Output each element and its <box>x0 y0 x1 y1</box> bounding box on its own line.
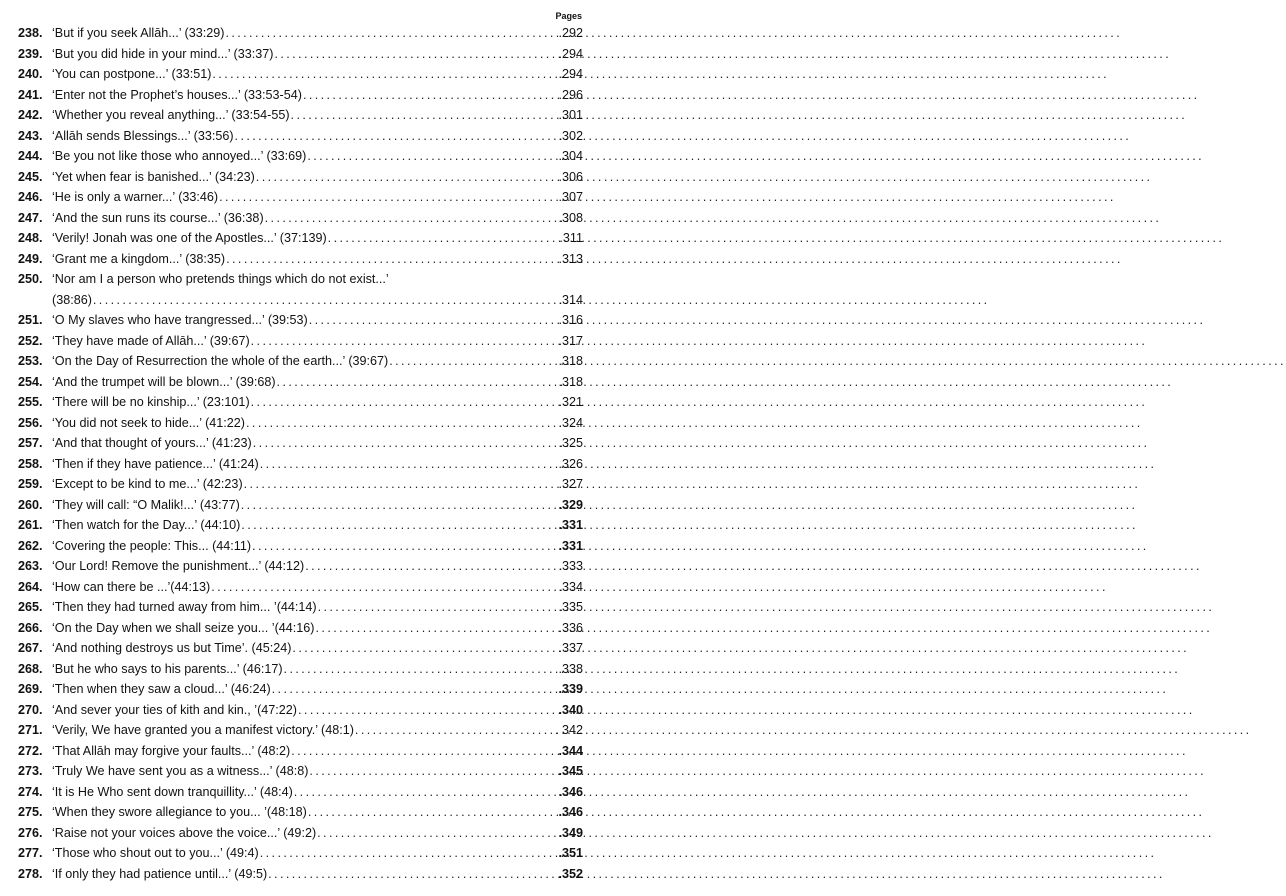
entry-title: ‘It is He Who sent down tranquillity...’ (48:4) <box>52 784 293 799</box>
entry-page-number: .318 <box>558 354 583 368</box>
entry-number: 254. <box>18 374 43 389</box>
entry-number: 262. <box>18 538 43 553</box>
entry-page-number: .316 <box>558 313 583 327</box>
entry-page-number: .336 <box>558 620 583 635</box>
toc-entry <box>18 351 583 372</box>
entry-title: ‘Nor am I a person who pretends things which do not exist...’ <box>52 272 389 286</box>
toc-entry <box>18 720 583 741</box>
entry-number: 272. <box>18 743 43 758</box>
entry-title: ‘Then when they saw a cloud...’ (46:24) <box>52 682 271 696</box>
dot-leader <box>309 310 558 331</box>
entry-title: ‘There will be no kinship...’ (23:101) <box>52 395 250 409</box>
entry-page-number: .324 <box>558 415 583 430</box>
dot-leader <box>292 638 557 659</box>
entry-number: 248. <box>18 231 43 245</box>
entry-number: 252. <box>18 333 43 348</box>
entry-number: 263. <box>18 559 43 573</box>
entry-number: 261. <box>18 518 43 532</box>
toc-entry <box>18 823 583 844</box>
toc-entry <box>18 515 583 536</box>
entry-page-number: .314 <box>558 292 583 307</box>
dot-leader <box>211 577 557 598</box>
dot-leader <box>291 741 557 762</box>
entry-page-number: .296 <box>558 87 583 102</box>
dot-leader <box>212 64 557 85</box>
dot-leader <box>274 44 557 65</box>
entry-page-number: .340 <box>558 702 583 717</box>
toc-entry <box>18 761 583 782</box>
entry-page-number: .338 <box>558 661 583 676</box>
table-of-contents <box>18 23 583 884</box>
dot-leader <box>241 495 558 516</box>
entry-number: 277. <box>18 846 43 860</box>
entry-page-number: .302 <box>558 128 583 143</box>
toc-entry <box>18 310 583 331</box>
toc-entry <box>18 208 583 229</box>
entry-page-number: .346 <box>558 784 583 799</box>
entry-title: ‘Be you not like those who annoyed...’ (33:69) <box>52 149 307 163</box>
dot-leader <box>244 474 558 495</box>
entry-page-number: .321 <box>558 395 583 409</box>
entry-page-number: .313 <box>558 251 583 266</box>
entry-number: 243. <box>18 128 43 143</box>
dot-leader <box>252 536 557 557</box>
entry-page-number: .339 <box>558 682 583 696</box>
entry-title: ‘Except to be kind to me...’ (42:23) <box>52 477 243 491</box>
dot-leader <box>246 413 557 434</box>
toc-entry <box>18 679 583 700</box>
dot-leader <box>268 864 557 885</box>
entry-title: (38:86) <box>52 292 92 307</box>
entry-number: 244. <box>18 149 43 163</box>
entry-title: ‘And the sun runs its course...’ (36:38) <box>52 210 264 225</box>
toc-page <box>0 0 600 896</box>
entry-title: ‘Truly We have sent you as a witness...’ (48:8) <box>52 764 309 778</box>
toc-entry <box>18 228 583 249</box>
entry-title: ‘Enter not the Prophet’s houses...’ (33:53-54) <box>52 87 302 102</box>
entry-page-number: .329 <box>558 497 583 512</box>
entry-title: ‘Verily! Jonah was one of the Apostles...’ (37:139) <box>52 231 327 245</box>
entry-number: 267. <box>18 641 43 655</box>
toc-entry <box>18 659 583 680</box>
entry-title: ‘Covering the people: This... (44:11) <box>52 538 252 553</box>
entry-title: ‘Whether you reveal anything...’ (33:54-55) <box>52 108 290 122</box>
toc-entry <box>18 700 583 721</box>
entry-number: 240. <box>18 67 43 81</box>
entry-title: ‘Then they had turned away from him... ’(44:14) <box>52 600 317 614</box>
toc-entry <box>18 249 583 270</box>
entry-page-number: .344 <box>558 743 583 758</box>
entry-title: ‘You did not seek to hide...’ (41:22) <box>52 415 246 430</box>
entry-number: 266. <box>18 620 43 635</box>
entry-page-number: .326 <box>558 456 583 471</box>
dot-leader <box>318 597 558 618</box>
entry-page-number: .292 <box>558 26 583 40</box>
toc-entry <box>18 331 583 352</box>
entry-title: ‘Raise not your voices above the voice...’ (49:2) <box>52 825 317 840</box>
entry-number: 238. <box>18 26 43 40</box>
toc-entry <box>18 618 583 639</box>
toc-entry <box>18 638 583 659</box>
entry-page-number: .352 <box>558 866 583 881</box>
dot-leader <box>355 720 554 741</box>
entry-number: 268. <box>18 661 43 676</box>
entry-page-number: .327 <box>558 477 583 491</box>
entry-number: 274. <box>18 784 43 799</box>
toc-entry <box>18 105 583 126</box>
toc-entry <box>18 556 583 577</box>
entry-page-number: .304 <box>558 149 583 163</box>
entry-page-number: .307 <box>558 190 583 204</box>
entry-title: ‘Our Lord! Remove the punishment...’ (44:12) <box>52 559 305 573</box>
entry-number: 259. <box>18 477 43 491</box>
entry-page-number: .331 <box>558 538 583 553</box>
entry-number: 251. <box>18 313 43 327</box>
entry-title: ‘They will call: “O Malik!...’ (43:77) <box>52 497 240 512</box>
dot-leader <box>219 187 557 208</box>
toc-entry <box>18 64 583 85</box>
dot-leader <box>303 85 558 106</box>
toc-entry <box>18 413 583 434</box>
toc-entry <box>18 392 583 413</box>
toc-entry <box>18 843 583 864</box>
toc-entry <box>18 44 583 65</box>
dot-leader <box>260 454 558 475</box>
entry-page-number: .306 <box>558 169 583 184</box>
toc-entry <box>18 597 583 618</box>
dot-leader <box>291 105 558 126</box>
toc-entry <box>18 126 583 147</box>
toc-entry <box>18 290 583 311</box>
toc-entry <box>18 85 583 106</box>
dot-leader <box>298 700 557 721</box>
entry-page-number: .351 <box>558 846 583 860</box>
entry-page-number: .345 <box>558 764 583 778</box>
dot-leader <box>253 433 558 454</box>
entry-page-number: .334 <box>558 579 583 594</box>
dot-leader <box>225 23 557 44</box>
entry-page-number: .317 <box>558 333 583 348</box>
entry-number: 253. <box>18 354 43 368</box>
entry-title: ‘If only they had patience until...’ (49:5) <box>52 866 268 881</box>
toc-entry <box>18 269 583 290</box>
toc-entry <box>18 372 583 393</box>
pages-column-header: Pages <box>555 11 582 21</box>
entry-number: 246. <box>18 190 43 204</box>
entry-title: ‘And sever your ties of kith and kin., ’(47:22) <box>52 702 298 717</box>
entry-title: ‘Then watch for the Day...’ (44:10) <box>52 518 241 532</box>
dot-leader <box>308 802 558 823</box>
entry-title: ‘How can there be ...’(44:13) <box>52 579 211 594</box>
toc-entry <box>18 23 583 44</box>
toc-entry <box>18 802 583 823</box>
entry-title: ‘They have made of Allāh...’ (39:67) <box>52 333 250 348</box>
dot-leader <box>235 126 558 147</box>
entry-number: 276. <box>18 825 43 840</box>
dot-leader <box>316 618 558 639</box>
dot-leader <box>328 228 559 249</box>
dot-leader <box>284 659 558 680</box>
dot-leader <box>272 679 558 700</box>
entry-number: 241. <box>18 87 43 102</box>
toc-entry <box>18 536 583 557</box>
toc-entry <box>18 474 583 495</box>
entry-page-number: .294 <box>558 67 583 81</box>
entry-title: ‘Then if they have patience...’ (41:24) <box>52 456 259 471</box>
toc-entry <box>18 433 583 454</box>
entry-number: 265. <box>18 600 43 614</box>
entry-page-number: .311 <box>559 231 583 245</box>
entry-page-number: .349 <box>558 825 583 840</box>
toc-entry <box>18 146 583 167</box>
entry-number: 256. <box>18 415 43 430</box>
entry-page-number: .301 <box>558 108 583 122</box>
entry-number: 242. <box>18 108 43 122</box>
entry-number: 239. <box>18 46 43 61</box>
toc-entry <box>18 495 583 516</box>
entry-title: ‘On the Day of Resurrection the whole of the earth...’ (39:67) <box>52 354 389 368</box>
entry-title: ‘And nothing destroys us but Time’. (45:24) <box>52 641 292 655</box>
entry-page-number: .331 <box>558 518 583 532</box>
dot-leader <box>241 515 557 536</box>
entry-title: ‘Those who shout out to you...’ (49:4) <box>52 846 259 860</box>
entry-title: ‘And the trumpet will be blown...’ (39:68) <box>52 374 276 389</box>
entry-title: ‘When they swore allegiance to you... ’(48:18) <box>52 805 307 819</box>
entry-number: 257. <box>18 436 43 450</box>
toc-entry <box>18 741 583 762</box>
entry-title: ‘But if you seek Allāh...’ (33:29) <box>52 26 225 40</box>
entry-title: ‘You can postpone...’ (33:51) <box>52 67 212 81</box>
entry-number: 255. <box>18 395 43 409</box>
entry-number: 278. <box>18 866 43 881</box>
toc-entry <box>18 864 583 885</box>
entry-number: 271. <box>18 723 43 737</box>
entry-title: ‘Verily, We have granted you a manifest victory.’ (48:1) <box>52 723 354 737</box>
entry-title: ‘That Allāh may forgive your faults...’ (48:2) <box>52 743 291 758</box>
dot-leader <box>317 823 557 844</box>
dot-leader <box>277 372 558 393</box>
entry-number: 245. <box>18 169 43 184</box>
entry-title: ‘He is only a warner...’ (33:46) <box>52 190 219 204</box>
dot-leader <box>251 331 558 352</box>
dot-leader <box>256 167 558 188</box>
entry-page-number: .335 <box>558 600 583 614</box>
entry-title: ‘And that thought of yours...’ (41:23) <box>52 436 252 450</box>
dot-leader <box>309 761 557 782</box>
toc-entry <box>18 782 583 803</box>
entry-number: 260. <box>18 497 43 512</box>
entry-number: 249. <box>18 251 43 266</box>
entry-number: 250. <box>18 272 43 286</box>
dot-leader <box>294 782 558 803</box>
toc-entry <box>18 167 583 188</box>
entry-page-number: .294 <box>558 46 583 61</box>
entry-number: 247. <box>18 210 43 225</box>
toc-entry <box>18 577 583 598</box>
toc-entry <box>18 454 583 475</box>
entry-title: ‘O My slaves who have trangressed...’ (39:53) <box>52 313 308 327</box>
entry-title: ‘Yet when fear is banished...’ (34:23) <box>52 169 255 184</box>
entry-page-number: .346 <box>558 805 583 819</box>
entry-page-number: .318 <box>558 374 583 389</box>
dot-leader <box>93 290 558 311</box>
dot-leader <box>251 392 558 413</box>
dot-leader <box>226 249 557 270</box>
entry-title: ‘But you did hide in your mind...’ (33:37) <box>52 46 274 61</box>
dot-leader <box>265 208 558 229</box>
entry-page-number: . 342 <box>554 723 583 737</box>
entry-page-number: .325 <box>558 436 583 450</box>
entry-number: 264. <box>18 579 43 594</box>
entry-number: 258. <box>18 456 43 471</box>
entry-title: ‘On the Day when we shall seize you... ’(44:16) <box>52 620 315 635</box>
toc-entry <box>18 187 583 208</box>
entry-number: 275. <box>18 805 43 819</box>
entry-number: 273. <box>18 764 43 778</box>
dot-leader <box>305 556 557 577</box>
entry-page-number: .333 <box>558 559 583 573</box>
dot-leader <box>307 146 557 167</box>
entry-page-number: .308 <box>558 210 583 225</box>
dot-leader <box>260 843 558 864</box>
entry-title: ‘Grant me a kingdom...’ (38:35) <box>52 251 226 266</box>
entry-title: ‘But he who says to his parents...’ (46:17) <box>52 661 283 676</box>
entry-number: 270. <box>18 702 43 717</box>
entry-page-number: .337 <box>558 641 583 655</box>
entry-title: ‘Allāh sends Blessings...’ (33:56) <box>52 128 234 143</box>
entry-number: 269. <box>18 682 43 696</box>
dot-leader <box>389 351 557 372</box>
